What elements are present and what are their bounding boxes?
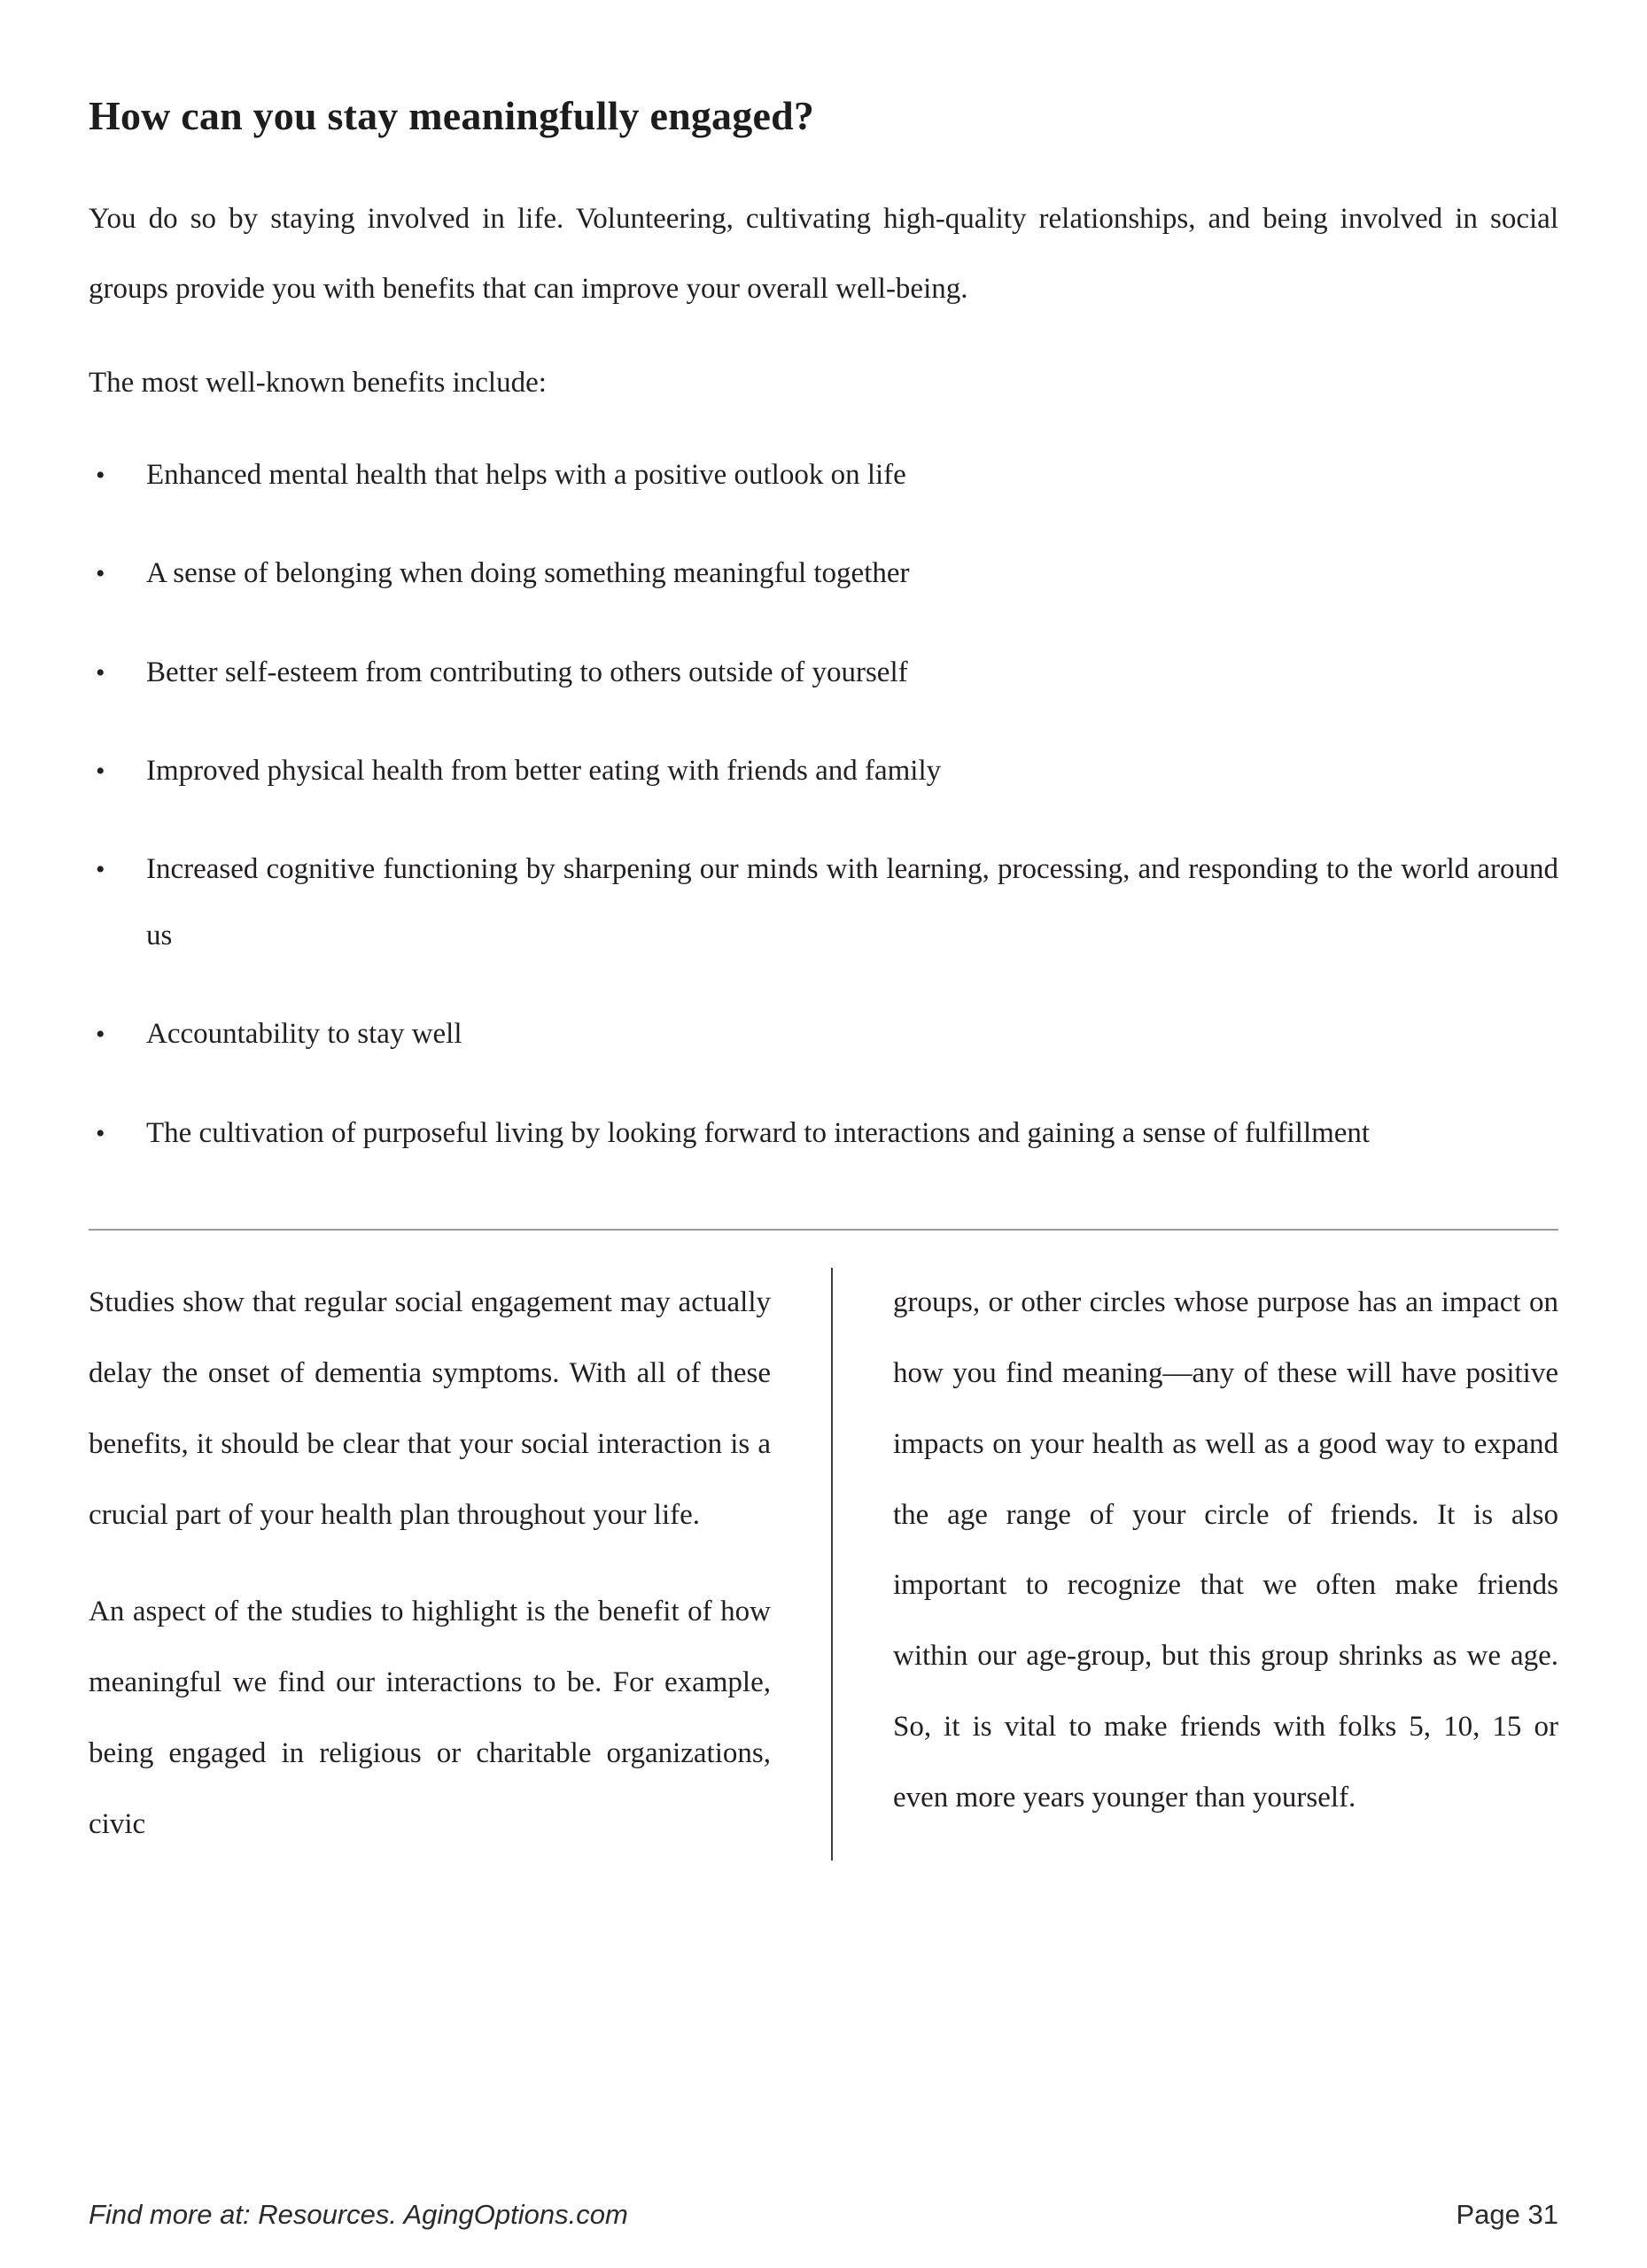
page-footer bbox=[89, 2199, 1558, 2268]
list-item-text: Accountability to stay well bbox=[146, 1018, 462, 1051]
two-column-section bbox=[89, 1268, 1558, 1896]
page-title: How can you stay meaningfully engaged? bbox=[89, 93, 815, 138]
benefits-list bbox=[89, 442, 1558, 1167]
list-item-text: A sense of belonging when doing something meaningful together bbox=[146, 557, 910, 590]
list-item bbox=[89, 640, 1558, 706]
right-column bbox=[833, 1268, 1558, 1860]
list-item-text: Increased cognitive functioning by sharpening our minds with learning, processing, and responding to the world around us bbox=[146, 853, 1558, 952]
bullet-icon: • bbox=[96, 756, 105, 786]
left-column bbox=[89, 1268, 833, 1860]
list-item bbox=[89, 1100, 1558, 1167]
footer-resources-text: Find more at: Resources. AgingOptions.com bbox=[89, 2199, 628, 2230]
list-item bbox=[89, 1001, 1558, 1068]
list-item bbox=[89, 540, 1558, 607]
list-item-text: Enhanced mental health that helps with a positive outlook on life bbox=[146, 459, 906, 492]
intro-paragraph: You do so by staying involved in life. Volunteering, cultivating high-quality relationships, and being involved in social groups provide you with benefits that can improve your overall well-being. bbox=[89, 202, 1558, 306]
bullet-icon: • bbox=[96, 1020, 105, 1050]
page-number: Page 31 bbox=[1456, 2199, 1558, 2230]
bullet-icon: • bbox=[96, 657, 105, 687]
left-column-paragraph-2: An aspect of the studies to highlight is the benefit of how meaningful we find our interactions to be. For example, being engaged in religious or charitable organizations, civic bbox=[89, 1596, 771, 1840]
bullet-icon: • bbox=[96, 1118, 105, 1148]
benefits-lead-in: The most well-known benefits include: bbox=[89, 367, 547, 400]
list-item bbox=[89, 442, 1558, 509]
right-column-paragraph: groups, or other circles whose purpose has an impact on how you find meaning—any of these will have positive impacts on your health as well as a good way to expand the age range of your circle of friends. It is also important to recognize that we often make friends within our age-group, but this group shrinks as we age. So, it is vital to make friends with folks 5, 10, 15 or even more years younger than yourself. bbox=[893, 1285, 1558, 1814]
list-item-text: Better self-esteem from contributing to others outside of yourself bbox=[146, 656, 908, 688]
list-item-text: The cultivation of purposeful living by looking forward to interactions and gaining a sense of fulfillment bbox=[146, 1116, 1371, 1149]
bullet-icon: • bbox=[96, 461, 105, 491]
left-column-paragraph-1: Studies show that regular social engagement may actually delay the onset of dementia symptoms. With all of these benefits, it should be clear that your social interaction is a crucial part of your health plan throughout your life. bbox=[89, 1285, 771, 1531]
bullet-icon: • bbox=[96, 559, 105, 589]
section-divider bbox=[89, 1229, 1558, 1231]
bullet-icon: • bbox=[96, 855, 105, 885]
list-item-text: Improved physical health from better eating with friends and family bbox=[146, 754, 942, 787]
list-item bbox=[89, 738, 1558, 804]
list-item bbox=[89, 836, 1558, 969]
